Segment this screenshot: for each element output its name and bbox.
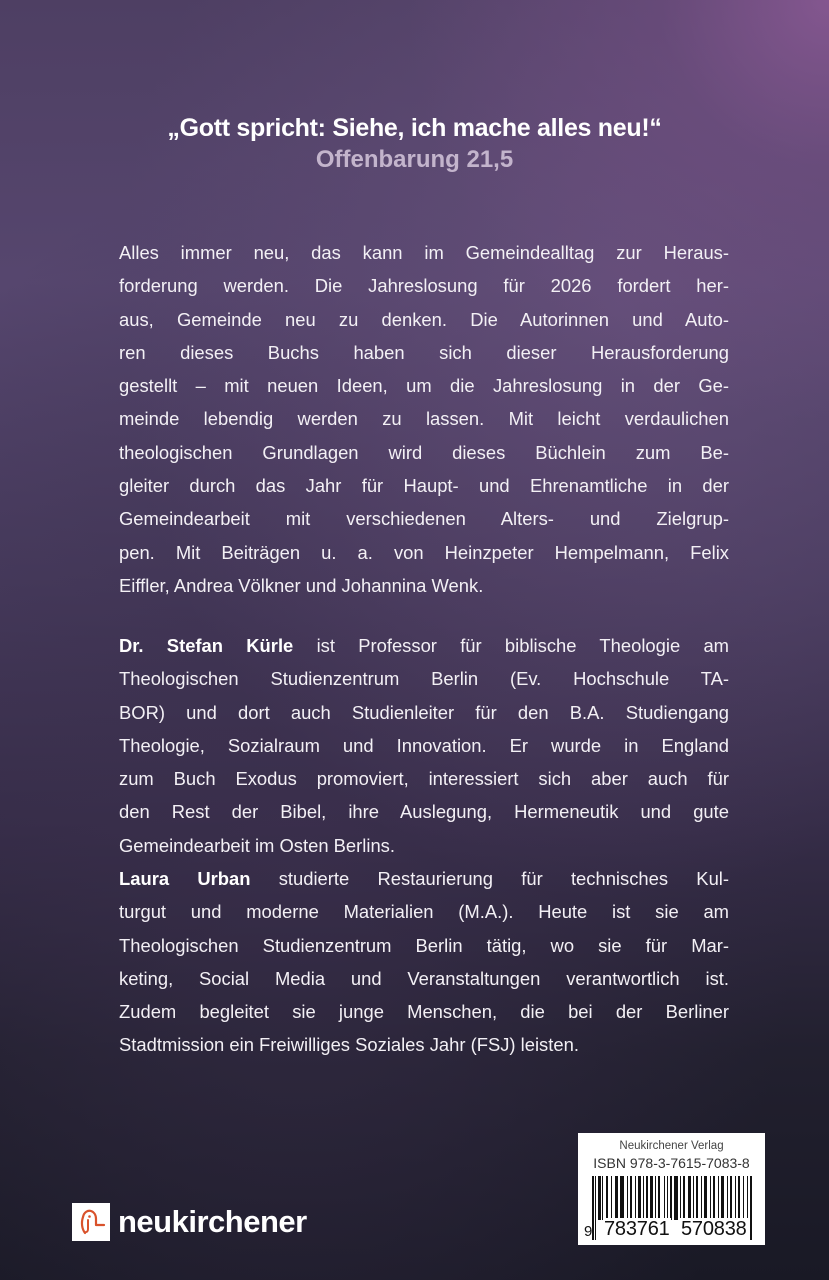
bio-text: studierte Restaurierung für technisches Kul- (250, 868, 730, 889)
description-line: gestellt – mit neuen Ideen, um die Jahreslosung in der Ge- (119, 375, 729, 397)
bio-line: zum Buch Exodus promoviert, interessiert sich aber auch für (119, 768, 729, 790)
bio-line: Stadtmission ein Freiwilliges Soziales Jahr (FSJ) leisten. (119, 1034, 579, 1056)
barcode-digit-first: 9 (584, 1223, 593, 1240)
bio-line: Zudem begleitet sie junge Menschen, die bei der Berliner (119, 1001, 729, 1023)
bird-icon (72, 1203, 110, 1241)
barcode-digits-left: 783761 (604, 1218, 670, 1240)
barcode-digits-right: 570838 (681, 1218, 747, 1240)
bio-line: Theologischen Studienzentrum Berlin (Ev. Hochschule TA- (119, 668, 729, 690)
description-line: Gemeindearbeit mit verschiedenen Alters- und Zielgrup- (119, 508, 729, 530)
description-line: theologischen Grundlagen wird dieses Büchlein zum Be- (119, 441, 729, 463)
isbn-publisher-name: Neukirchener Verlag (619, 1140, 724, 1152)
description-line: forderung werden. Die Jahreslosung für 2026 fordert her- (119, 275, 729, 297)
bio-first-line (119, 862, 729, 895)
author-name: Laura Urban (119, 868, 251, 889)
quote-reference: Offenbarung 21,5 (315, 146, 514, 173)
bio-first-line (119, 629, 729, 662)
bio-line: turgut und moderne Materialien (M.A.). Heute ist sie am (119, 901, 729, 923)
author-bio-laura-urban (119, 862, 729, 1062)
bio-line: keting, Social Media und Veranstaltungen verantwortlich ist. (119, 967, 729, 989)
description-line: aus, Gemeinde neu zu denken. Die Autorinnen und Auto- (119, 308, 729, 330)
description-line: Eiffler, Andrea Völkner und Johannina Wenk. (119, 574, 484, 596)
bio-line: den Rest der Bibel, ihre Auslegung, Hermeneutik und gute (119, 801, 729, 823)
author-bio-stefan-kuerle (119, 629, 729, 862)
bio-line: BOR) und dort auch Studienleiter für den B.A. Studiengang (119, 701, 729, 723)
description-line: ren dieses Buchs haben sich dieser Herausforderung (119, 341, 729, 363)
author-name: Dr. Stefan Kürle (119, 635, 294, 656)
quote-text: „Gott spricht: Siehe, ich mache alles neu!“ (167, 114, 662, 142)
description-line: meinde lebendig werden zu lassen. Mit leicht verdaulichen (119, 408, 729, 430)
quote-block (0, 112, 829, 176)
bio-line: Theologie, Sozialraum und Innovation. Er wurde in England (119, 734, 729, 756)
book-description (119, 236, 729, 602)
description-line: gleiter durch das Jahr für Haupt- und Ehrenamtliche in der (119, 475, 729, 497)
publisher-logo (72, 1202, 307, 1242)
bio-line: Theologischen Studienzentrum Berlin tätig, wo sie für Mar- (119, 934, 729, 956)
description-line: pen. Mit Beiträgen u. a. von Heinzpeter Hempelmann, Felix (119, 541, 729, 563)
publisher-wordmark: neukirchener (118, 1204, 307, 1239)
isbn-barcode-label (578, 1133, 765, 1245)
bio-text: ist Professor für biblische Theologie am (293, 635, 730, 656)
isbn-number: ISBN 978-3-7615-7083-8 (593, 1155, 750, 1171)
bio-line: Gemeindearbeit im Osten Berlins. (119, 834, 395, 856)
description-line: Alles immer neu, das kann im Gemeindealltag zur Heraus- (119, 242, 729, 263)
